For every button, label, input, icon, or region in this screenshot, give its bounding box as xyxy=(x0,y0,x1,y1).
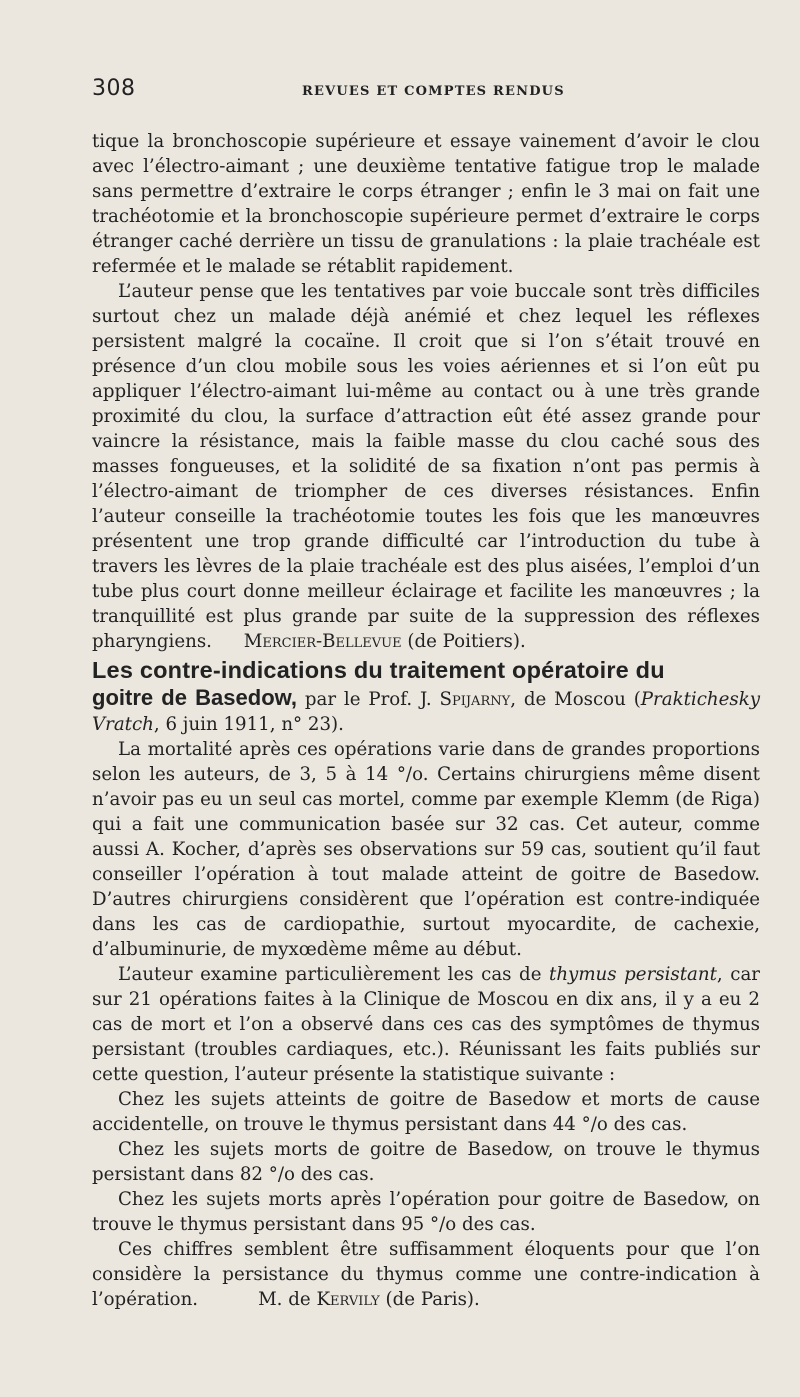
paragraph: Chez les sujets atteints de goitre de Basedow et morts de cause accidentelle, on trouve le thymus persistant dans 44 °/o des cas. xyxy=(92,1089,760,1135)
review-signature xyxy=(218,629,526,654)
paragraph xyxy=(92,279,760,654)
paragraph-text: , car sur 21 opérations faites à la Clinique de Moscou en dix ans, il y a eu 2 cas de mort et l’on a observé dans ces cas des symptômes de thymus persistant (troubles cardiaques, etc.). Réunissant les faits publiés sur cette question, l’auteur présente la statistique suivante : xyxy=(92,964,760,1085)
article-heading xyxy=(92,656,760,737)
citation-text: , 6 juin 1911, n° 23). xyxy=(153,714,344,735)
paragraph: La mortalité après ces opérations varie dans de grandes proportions selon les auteurs, de 3, 5 à 14 °/o. Certains chirurgiens même disent n’avoir pas eu un seul cas mortel, comme par exemple Klemm (de Riga) qui a fait une communication basée sur 32 cas. Cet auteur, comme aussi A. Kocher, d’après ses observations sur 59 cas, soutient qu’il faut conseiller l’opération à tout malade atteint de goitre de Basedow. D’autres chirurgiens considèrent que l’opération est contre-indiquée dans les cas de cardiopathie, surtout myocardite, de cachexie, d’albuminurie, de myxœdème même au début. xyxy=(92,739,760,960)
journal-name: Praktichesky Vratch xyxy=(92,689,761,735)
paragraph: tique la bronchoscopie supérieure et essaye vainement d’avoir le clou avec l’électro-aimant ; une deuxième tentative fatigue trop le malade sans permettre d’extraire le corps étranger ; enfin le 3 mai on fait une trachéotomie et la bronchoscopie supérieure permet d’extraire le corps étranger caché derrière un tissu de granulations : la plaie trachéale est refermée et le malade se rétablit rapidement. xyxy=(92,131,760,277)
reviewer-place: (de Paris). xyxy=(379,1289,480,1310)
page-number: 308 xyxy=(92,76,136,101)
page-header xyxy=(92,76,760,101)
paragraph: Chez les sujets morts après l’opération pour goitre de Basedow, on trouve le thymus persistant dans 95 °/o des cas. xyxy=(92,1189,760,1235)
author-name: Spijarny xyxy=(439,689,511,710)
paragraph-text: Ces chiffres semblent être suffisamment éloquents pour que l’on considère la persistance du thymus comme une contre-indication à l’opération. xyxy=(92,1239,760,1310)
paragraph xyxy=(92,962,760,1087)
article-title-subject: goitre de Basedow, xyxy=(92,685,298,710)
reviewer-prefix: M. de xyxy=(258,1289,317,1310)
paragraph xyxy=(92,1237,760,1312)
article-body xyxy=(92,129,760,1312)
paragraph-text: L’auteur pense que les tentatives par voie buccale sont très difficiles surtout chez un malade déjà anémié et chez lequel les réflexes persistent malgré la cocaïne. Il croit que si l’on s’était trouvé en présence d’un clou mobile sous les voies aériennes et si l’on eût pu appliquer l’électro-aimant lui-même au contact ou à une très grande proximité du clou, la surface d’attraction eût été assez grande pour vaincre la résistance, mais la faible masse du clou caché sous des masses fongueuses, et la solidité de sa fixation n’ont pas permis à l’électro-aimant de triompher de ces diverses résistances. Enfin l’auteur conseille la trachéotomie toutes les fois que les manœuvres présentent une trop grande difficulté car l’introduction du tube à travers les lèvres de la plaie trachéale est des plus aisées, l’emploi d’un tube plus court donne meilleur éclairage et facilite les manœuvres ; la tranquillité est plus grande par suite de la suppression des réflexes pharyngiens. xyxy=(92,281,760,652)
emphasis-text: thymus persistant xyxy=(549,964,717,985)
citation-text: , de Moscou ( xyxy=(510,689,641,710)
article-title-line: Les contre-indications du traitement opératoire du xyxy=(92,657,665,683)
paragraph-text: L’auteur examine particulièrement les cas de xyxy=(118,964,550,985)
reviewer-name: Mercier-Bellevue xyxy=(243,631,402,652)
running-title: REVUES ET COMPTES RENDUS xyxy=(302,84,565,99)
review-signature xyxy=(258,1289,480,1310)
paragraph: Chez les sujets morts de goitre de Basedow, on trouve le thymus persistant dans 82 °/o des cas. xyxy=(92,1139,760,1185)
reviewer-place: (de Poitiers). xyxy=(407,631,526,652)
reviewer-name: Kervily xyxy=(316,1289,380,1310)
citation-text: par le Prof. J. xyxy=(297,689,440,710)
